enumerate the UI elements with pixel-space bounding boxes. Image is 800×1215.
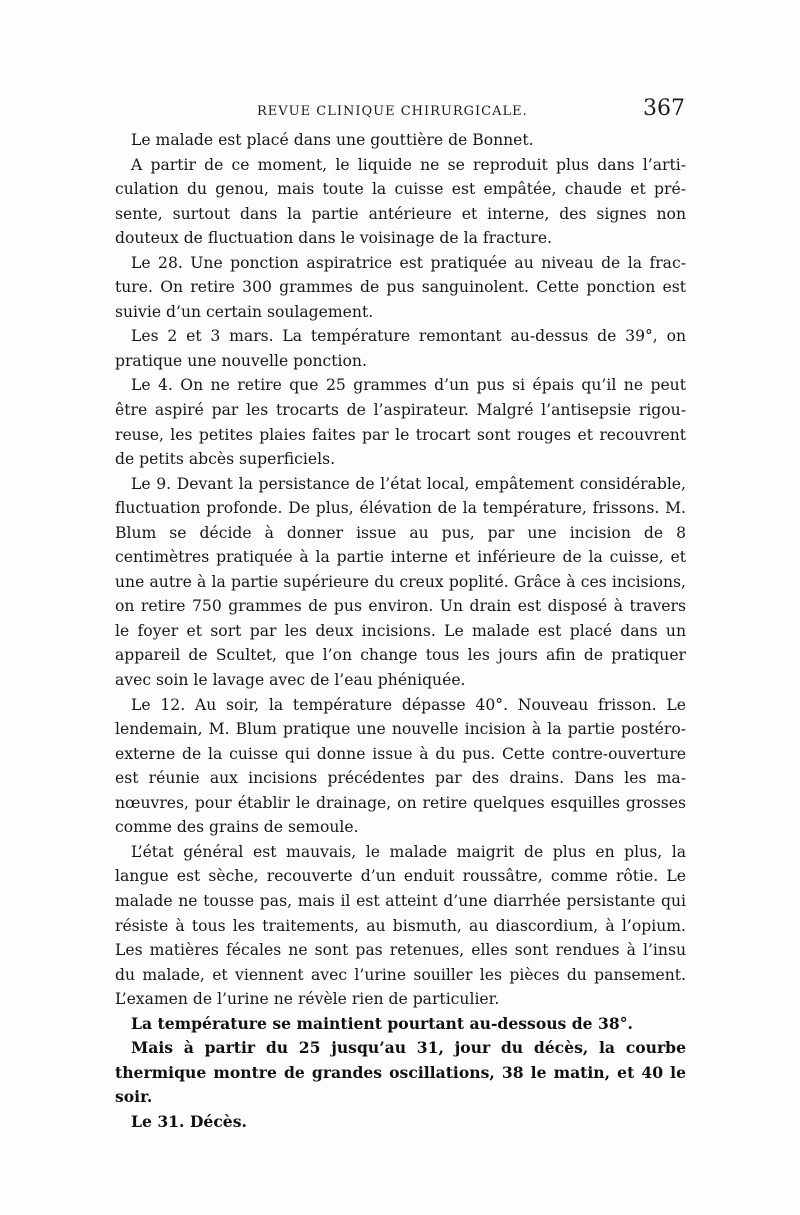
paragraph-day-9: Le 9. Devant la persistance de l’état local, empâtement considérable, fluctuation profonde. De plus, élévation de la température, frissons. M. Blum se décide à donner issue au pus, par une incision de 8 centimètres pratiquée à la partie interne et inférieure de la cuisse, et une autre à la partie supérieure du creux poplité. Grâce à ces incisions, on retire 750 grammes de pus environ. Un drain est disposé à travers le foyer et sort par les deux incisions. Le malade est placé dans un appareil de Scultet, que l’on change tous les jours afin de pratiquer avec soin le lavage avec de l’eau phéniquée. bbox=[115, 474, 686, 690]
paragraph-knee-fluctuation: A partir de ce moment, le liquide ne se reproduit plus dans l’articulation du genou, mais toute la cuisse est empâtée, chaude et présente, surtout dans la partie antérieure et interne, des signes non douteux de fluctuation dans le voisinage de la fracture. bbox=[115, 155, 686, 248]
journal-title: REVUE CLINIQUE CHIRURGICALE. bbox=[257, 104, 528, 119]
paragraph-day-12: Le 12. Au soir, la température dépasse 40°. Nouveau frisson. Le lendemain, M. Blum pratique une nouvelle incision à la partie postéro-externe de la cuisse qui donne issue à du pus. Cette contre-ouverture est réunie aux incisions précédentes par des drains. Dans les manœuvres, pour établir le drainage, on retire quelques esquilles grosses comme des grains de semoule. bbox=[115, 695, 686, 837]
paragraph-oscillations: Mais à partir du 25 jusqu’au 31, jour du décès, la courbe thermique montre de grandes oscillations, 38 le matin, et 40 le soir. bbox=[115, 1038, 686, 1107]
running-header bbox=[115, 96, 685, 126]
paragraph-march-2-3: Les 2 et 3 mars. La température remontant au-dessus de 39°, on pratique une nouvelle ponction. bbox=[115, 327, 686, 370]
paragraph-bonnet: Le malade est placé dans une gouttière de Bonnet. bbox=[131, 131, 534, 149]
paragraph-day-4: Le 4. On ne retire que 25 grammes d’un pus si épais qu’il ne peut être aspiré par les trocarts de l’aspirateur. Malgré l’antisepsie rigoureuse, les petites plaies faites par le trocart sont rouges et recouvrent de petits abcès superficiels. bbox=[115, 376, 686, 469]
page-number: 367 bbox=[643, 96, 685, 121]
paragraph-death: Le 31. Décès. bbox=[131, 1111, 247, 1131]
body-text bbox=[115, 128, 686, 1134]
paragraph-temperature: La température se maintient pourtant au-dessous de 38°. bbox=[131, 1013, 633, 1033]
paragraph-day-28: Le 28. Une ponction aspiratrice est pratiquée au niveau de la fracture. On retire 300 grammes de pus sanguinolent. Cette ponction est suivie d’un certain soulagement. bbox=[115, 253, 686, 321]
paragraph-general-state: L’état général est mauvais, le malade maigrit de plus en plus, la langue est sèche, recouverte d’un enduit roussâtre, comme rôtie. Le malade ne tousse pas, mais il est atteint d’une diarrhée persistante qui résiste à tous les traitements, au bismuth, au diascordium, à l’opium. Les matières fécales ne sont pas retenues, elles sont rendues à l’insu du malade, et viennent avec l’urine souiller les pièces du pansement. L’examen de l’urine ne révèle rien de particulier. bbox=[115, 842, 686, 1009]
